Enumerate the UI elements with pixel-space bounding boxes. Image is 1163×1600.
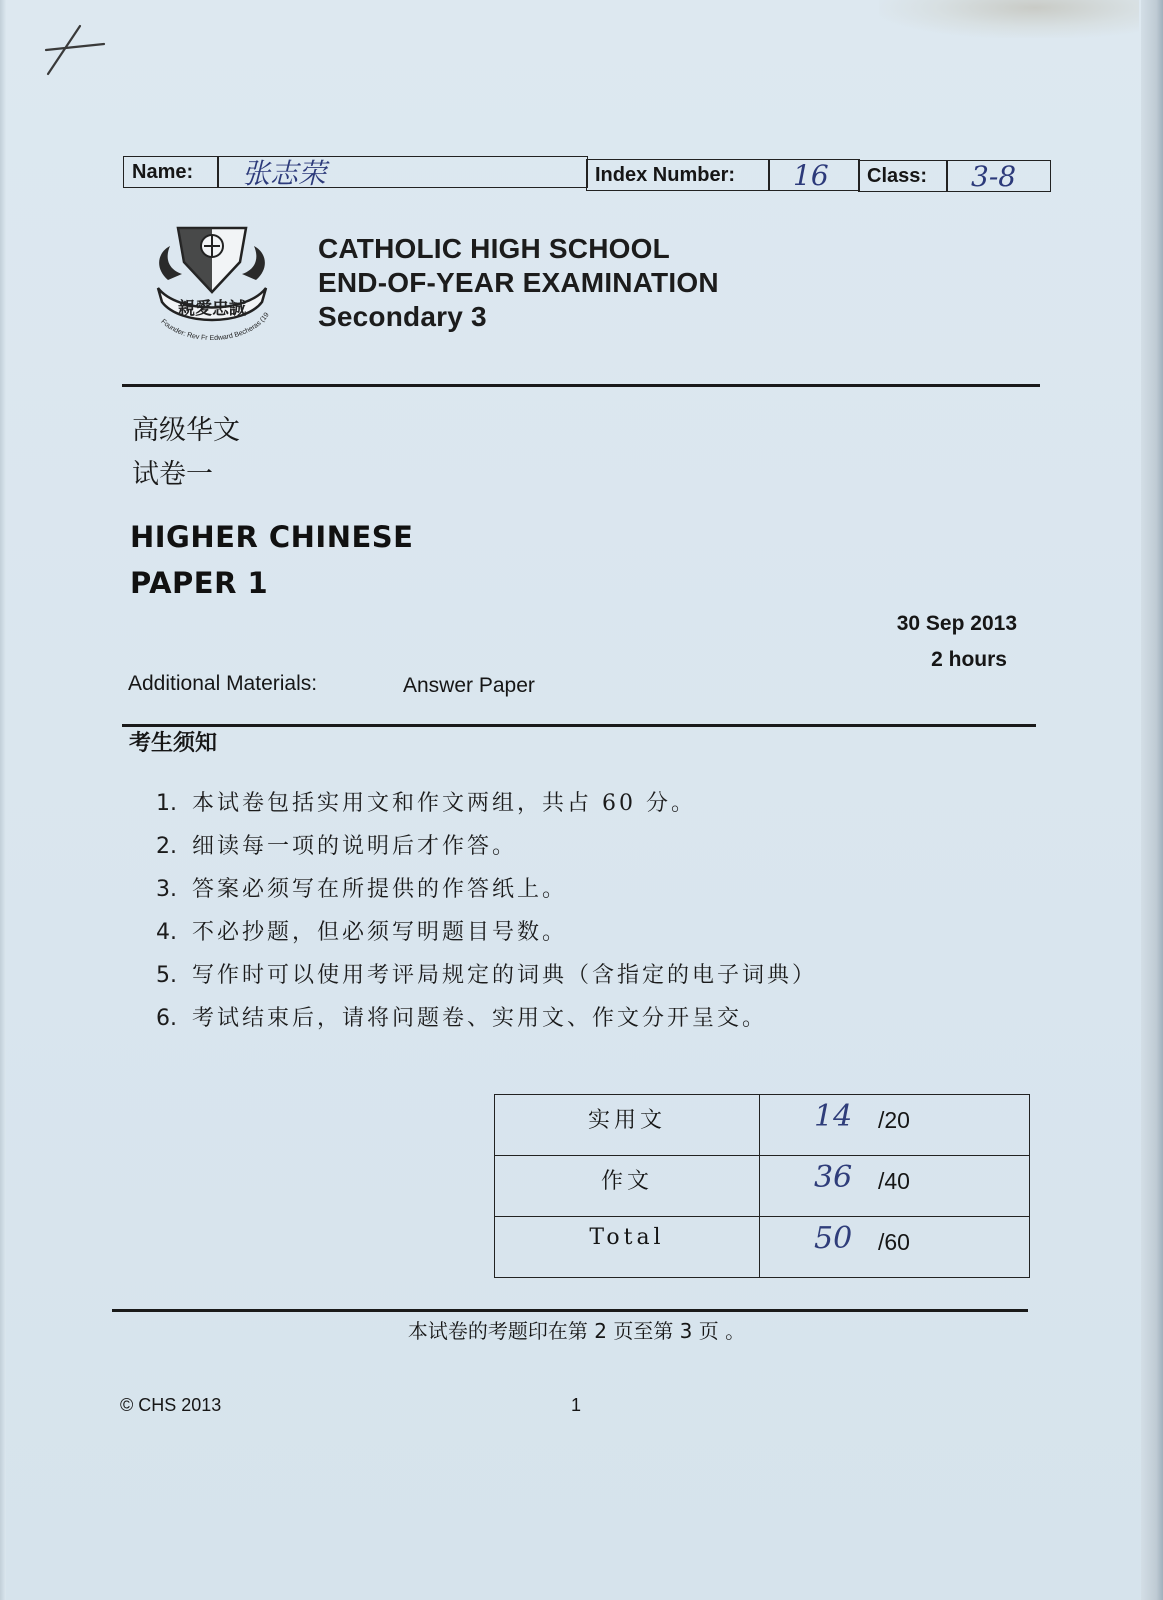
divider-bottom (112, 1309, 1028, 1312)
list-item: 5. 写作时可以使用考评局规定的词典（含指定的电子词典） (156, 963, 818, 988)
class-label-cell (858, 160, 948, 192)
copyright: © CHS 2013 (120, 1395, 222, 1415)
scan-smudge (879, 0, 1139, 38)
check-mark-icon (40, 18, 110, 78)
table-row (495, 1217, 1030, 1278)
class-label: Class: (867, 164, 928, 187)
exam-level: Secondary 3 (318, 301, 487, 332)
score-max: /60 (878, 1229, 910, 1255)
score-label-essay: 作文 (495, 1156, 760, 1217)
score-max: /40 (878, 1168, 910, 1194)
pages-note: 本试卷的考题印在第 2 页至第 3 页 。 (407, 1319, 746, 1343)
subject-en-line1: HIGHER CHINESE (130, 520, 414, 554)
crest-founder-text: Founder: Rev Fr Edward Becheras (19 (159, 311, 271, 343)
additional-materials-label: Additional Materials: (128, 672, 318, 695)
name-label-cell (123, 156, 219, 188)
index-label-cell (586, 159, 770, 191)
subject-cn-line1: 高级华文 (132, 415, 240, 446)
subject-cn-line2: 试卷一 (132, 459, 213, 490)
exam-name: END-OF-YEAR EXAMINATION (318, 267, 719, 298)
score-got: 50 (814, 1221, 853, 1256)
scan-edge-left (0, 0, 6, 1600)
index-field[interactable] (768, 159, 860, 191)
table-row (495, 1095, 1030, 1156)
scan-edge-right (1141, 0, 1163, 1600)
list-item: 4. 不必抄题，但必须写明题目号数。 (156, 920, 568, 945)
school-name: CATHOLIC HIGH SCHOOL (318, 233, 670, 264)
index-value: 16 (793, 158, 829, 192)
class-value: 3-8 (971, 159, 1017, 193)
school-crest-logo (148, 222, 276, 346)
score-cell-practical (760, 1095, 1030, 1156)
table-row (495, 1156, 1030, 1217)
list-item: 3. 答案必须写在所提供的作答纸上。 (156, 877, 568, 902)
crest-motto: 親愛忠誠 (178, 299, 246, 319)
score-got: 36 (814, 1160, 853, 1195)
instructions-heading: 考生须知 (129, 730, 218, 756)
score-table (494, 1094, 1030, 1278)
exam-duration: 2 hours (931, 648, 1007, 671)
exam-date: 30 Sep 2013 (896, 612, 1017, 635)
name-field[interactable] (217, 156, 588, 188)
school-title-block (318, 232, 719, 334)
page-number: 1 (571, 1395, 582, 1415)
score-label-practical: 实用文 (495, 1095, 760, 1156)
score-cell-essay (760, 1156, 1030, 1217)
list-item: 1. 本试卷包括实用文和作文两组，共占 60 分。 (156, 791, 696, 816)
score-max: /20 (878, 1107, 910, 1133)
name-label: Name: (132, 160, 194, 183)
index-label: Index Number: (595, 163, 736, 186)
name-value: 张志荣 (242, 157, 327, 190)
instructions-list (156, 790, 817, 1048)
candidate-info-bar (123, 156, 1053, 192)
additional-materials-value: Answer Paper (403, 674, 535, 697)
score-cell-total (760, 1217, 1030, 1278)
divider-top (122, 384, 1040, 387)
class-field[interactable] (946, 160, 1051, 192)
score-label-total: Total (495, 1217, 760, 1278)
list-item: 2. 细读每一项的说明后才作答。 (156, 834, 518, 859)
subject-en-line2: PAPER 1 (130, 566, 269, 600)
list-item: 6. 考试结束后，请将问题卷、实用文、作文分开呈交。 (156, 1006, 768, 1031)
divider-middle (122, 724, 1036, 727)
score-got: 14 (814, 1099, 853, 1134)
